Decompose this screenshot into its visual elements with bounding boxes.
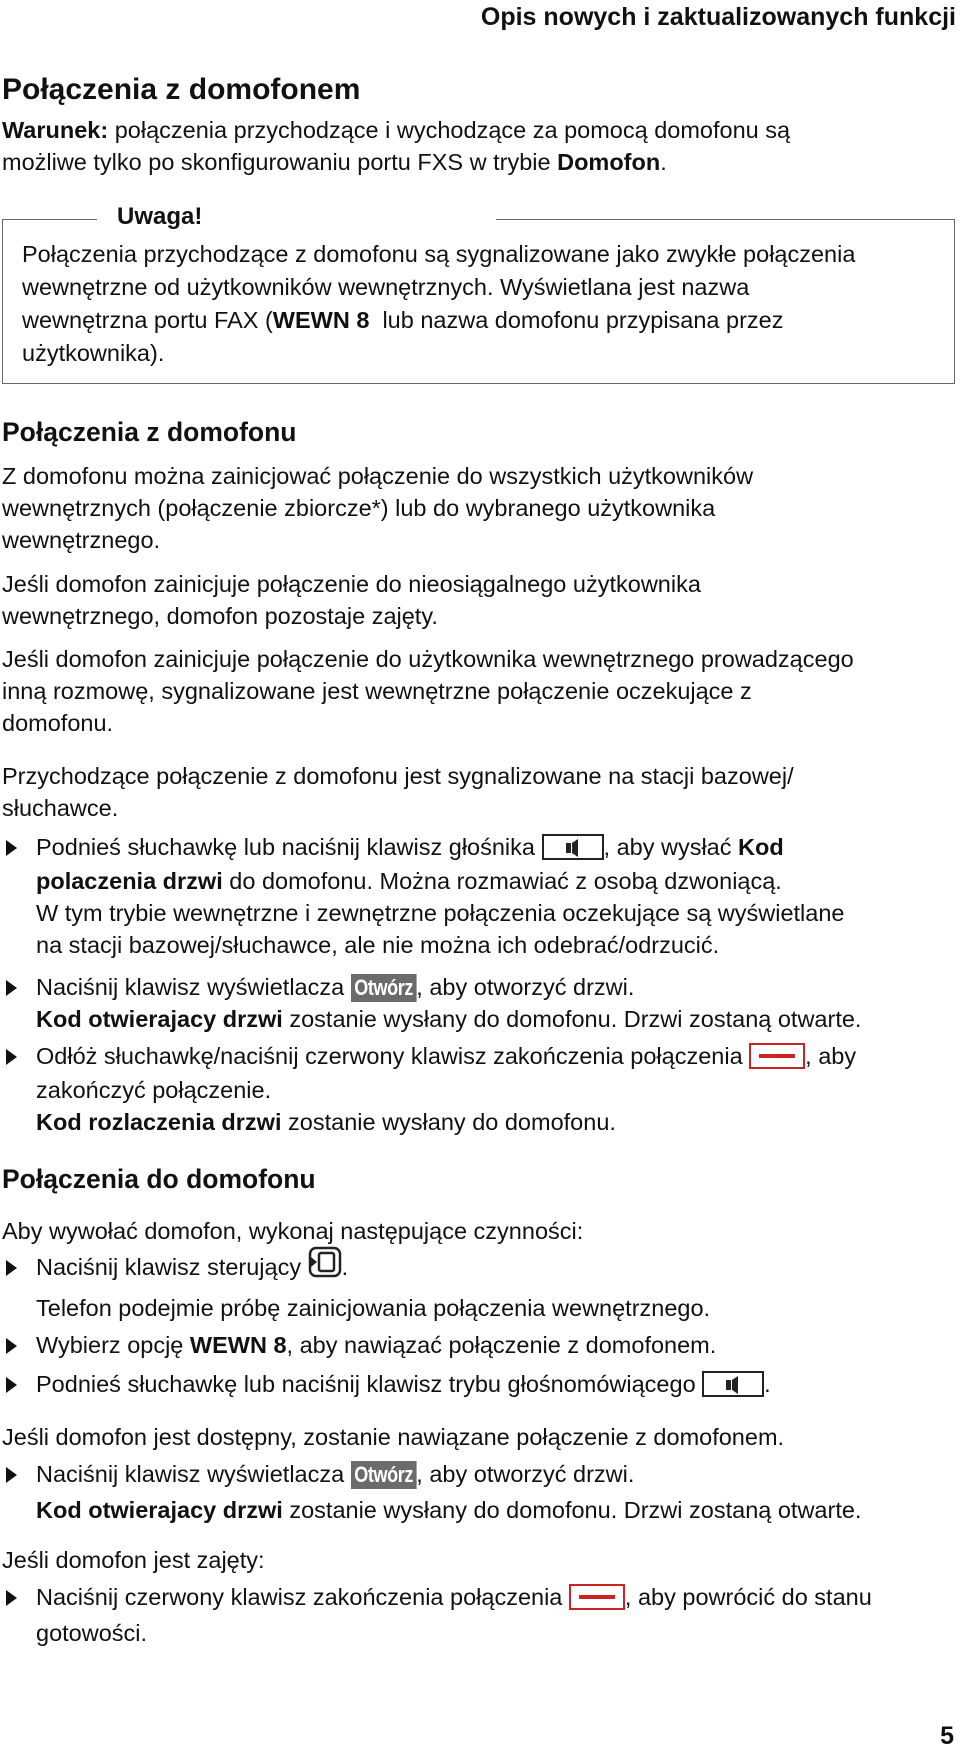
bullet-arrow-icon: [6, 840, 17, 856]
condition-line-1: [2, 114, 790, 146]
paragraph-line: Przychodzące połączenie z domofonu jest sygnalizowane na stacji bazowej/: [2, 763, 794, 789]
paragraph-line: Jeśli domofon jest zajęty:: [2, 1547, 265, 1573]
section-title-calls-to-intercom: Połączenia do domofonu: [2, 1164, 316, 1194]
step-line: [36, 1040, 856, 1072]
warning-line-3: [22, 304, 784, 336]
paragraph-line: Jeśli domofon jest dostępny, zostanie nawiązane połączenie z domofonem.: [2, 1424, 785, 1450]
control-key-icon: [308, 1246, 342, 1286]
step-line: [36, 1003, 861, 1035]
bullet-arrow-icon: [6, 1377, 17, 1393]
bullet-arrow-icon: [6, 1467, 17, 1483]
step-text: do domofonu. Można rozmawiać z osobą dzwoniącą.: [222, 868, 782, 894]
mode-name: Domofon: [557, 149, 661, 175]
running-header: Opis nowych i zaktualizowanych funkcji: [480, 3, 956, 31]
condition-text-2: możliwe tylko po skonfigurowaniu portu FXS w trybie: [2, 149, 558, 175]
warning-line-4: użytkownika).: [22, 340, 165, 366]
bullet-arrow-icon: [6, 1590, 17, 1606]
warning-text-rest: lub nazwa domofonu przypisana przez: [369, 307, 784, 333]
paragraph-line: Jeśli domofon zainicjuje połączenie do użytkownika wewnętrznego prowadzącego: [2, 646, 854, 672]
step-text: Odłóż słuchawkę/naciśnij czerwony klawisz zakończenia połączenia: [36, 1043, 750, 1069]
paragraph-line: wewnętrznych (połączenie zbiorcze*) lub do wybranego użytkownika: [2, 495, 716, 521]
step-text: zostanie wysłany do domofonu. Drzwi zostaną otwarte.: [282, 1006, 862, 1032]
step-text: zostanie wysłany do domofonu. Drzwi zostaną otwarte.: [282, 1497, 862, 1523]
paragraph-line: Jeśli domofon zainicjuje połączenie do nieosiągalnego użytkownika: [2, 571, 701, 597]
code-name: Kod: [738, 834, 784, 860]
warning-line-2: wewnętrzne od użytkowników wewnętrznych. Wyświetlana jest nazwa: [22, 274, 750, 300]
bullet-arrow-icon: [6, 1049, 17, 1065]
condition-label: Warunek:: [2, 117, 109, 143]
softkey-open[interactable]: Otwórz: [351, 974, 416, 1002]
code-name: Kod rozlaczenia drzwi: [36, 1109, 282, 1135]
step-text: , aby nawiązać połączenie z domofonem.: [286, 1332, 717, 1358]
step-text: Naciśnij klawisz wyświetlacza: [36, 974, 351, 1000]
code-name: Kod otwierajacy drzwi: [36, 1006, 283, 1032]
step-text: Naciśnij klawisz wyświetlacza: [36, 1461, 351, 1487]
step-note: Telefon podejmie próbę zainicjowania połączenia wewnętrznego.: [36, 1295, 711, 1321]
paragraph-line: słuchawce.: [2, 795, 119, 821]
step-text: , aby otworzyć drzwi.: [416, 974, 635, 1000]
paragraph-line: Aby wywołać domofon, wykonaj następujące czynności:: [2, 1218, 584, 1244]
condition-line-2: [2, 146, 667, 178]
warning-line-1: Połączenia przychodzące z domofonu są sygnalizowane jako zwykłe połączenia: [22, 241, 856, 267]
bullet-arrow-icon: [6, 1260, 17, 1276]
step-line: W tym trybie wewnętrzne i zewnętrzne połączenia oczekujące są wyświetlane: [36, 900, 845, 926]
step-line: zakończyć połączenie.: [36, 1077, 272, 1103]
warning-title: Uwaga!: [117, 203, 203, 230]
step-line: [36, 971, 634, 1003]
step-line: [36, 1329, 716, 1361]
paragraph-line: wewnętrznego.: [2, 527, 161, 553]
code-name: Kod otwierajacy drzwi: [36, 1497, 283, 1523]
paragraph-line: inną rozmowę, sygnalizowane jest wewnętrzne połączenie oczekujące z: [2, 678, 752, 704]
step-line: [36, 1106, 616, 1138]
speaker-key-icon: [542, 834, 604, 860]
paragraph-line: domofonu.: [2, 710, 114, 736]
bullet-arrow-icon: [6, 980, 17, 996]
paragraph-line: wewnętrznego, domofon pozostaje zajęty.: [2, 603, 438, 629]
end-call-key-icon: [569, 1584, 625, 1610]
step-line: [36, 1251, 348, 1286]
step-line: [36, 831, 784, 863]
paragraph-line: Z domofonu można zainicjować połączenie do wszystkich użytkowników: [2, 463, 754, 489]
end-call-key-icon: [749, 1043, 805, 1069]
step-line: [36, 1368, 771, 1400]
warning-text: wewnętrzna portu FAX (: [22, 307, 273, 333]
step-text: .: [764, 1371, 771, 1397]
step-text: zostanie wysłany do domofonu.: [281, 1109, 616, 1135]
bullet-arrow-icon: [6, 1338, 17, 1354]
step-line: gotowości.: [36, 1620, 148, 1646]
softkey-open[interactable]: Otwórz: [351, 1461, 416, 1489]
section-title-intercom-connections: Połączenia z domofonem: [2, 73, 361, 106]
step-text: Podnieś słuchawkę lub naciśnij klawisz głośnika: [36, 834, 542, 860]
step-text: , aby: [805, 1043, 857, 1069]
extension-name: WEWN 8: [189, 1332, 287, 1358]
section-title-calls-from-intercom: Połączenia z domofonu: [2, 417, 297, 447]
step-text: .: [341, 1254, 349, 1280]
step-text: Naciśnij klawisz sterujący: [36, 1254, 308, 1280]
period: .: [660, 149, 667, 175]
step-text: Podnieś słuchawkę lub naciśnij klawisz trybu głośnomówiącego: [36, 1371, 703, 1397]
step-text: , aby otworzyć drzwi.: [416, 1461, 635, 1487]
step-line: na stacji bazowej/słuchawce, ale nie można ich odebrać/odrzucić.: [36, 932, 720, 958]
step-text: , aby wysłać: [603, 834, 739, 860]
step-line: [36, 1494, 861, 1526]
step-text: Naciśnij czerwony klawisz zakończenia połączenia: [36, 1584, 569, 1610]
code-name: polaczenia drzwi: [36, 868, 223, 894]
extension-name: WEWN 8: [272, 307, 370, 333]
step-line: [36, 1581, 872, 1613]
step-text: , aby powrócić do stanu: [624, 1584, 872, 1610]
condition-text: połączenia przychodzące i wychodzące za pomocą domofonu są: [108, 117, 791, 143]
step-text: Wybierz opcję: [36, 1332, 190, 1358]
step-line: [36, 1458, 634, 1490]
handsfree-key-icon: [702, 1371, 764, 1397]
page-number: 5: [940, 1722, 954, 1750]
step-line: [36, 865, 782, 897]
